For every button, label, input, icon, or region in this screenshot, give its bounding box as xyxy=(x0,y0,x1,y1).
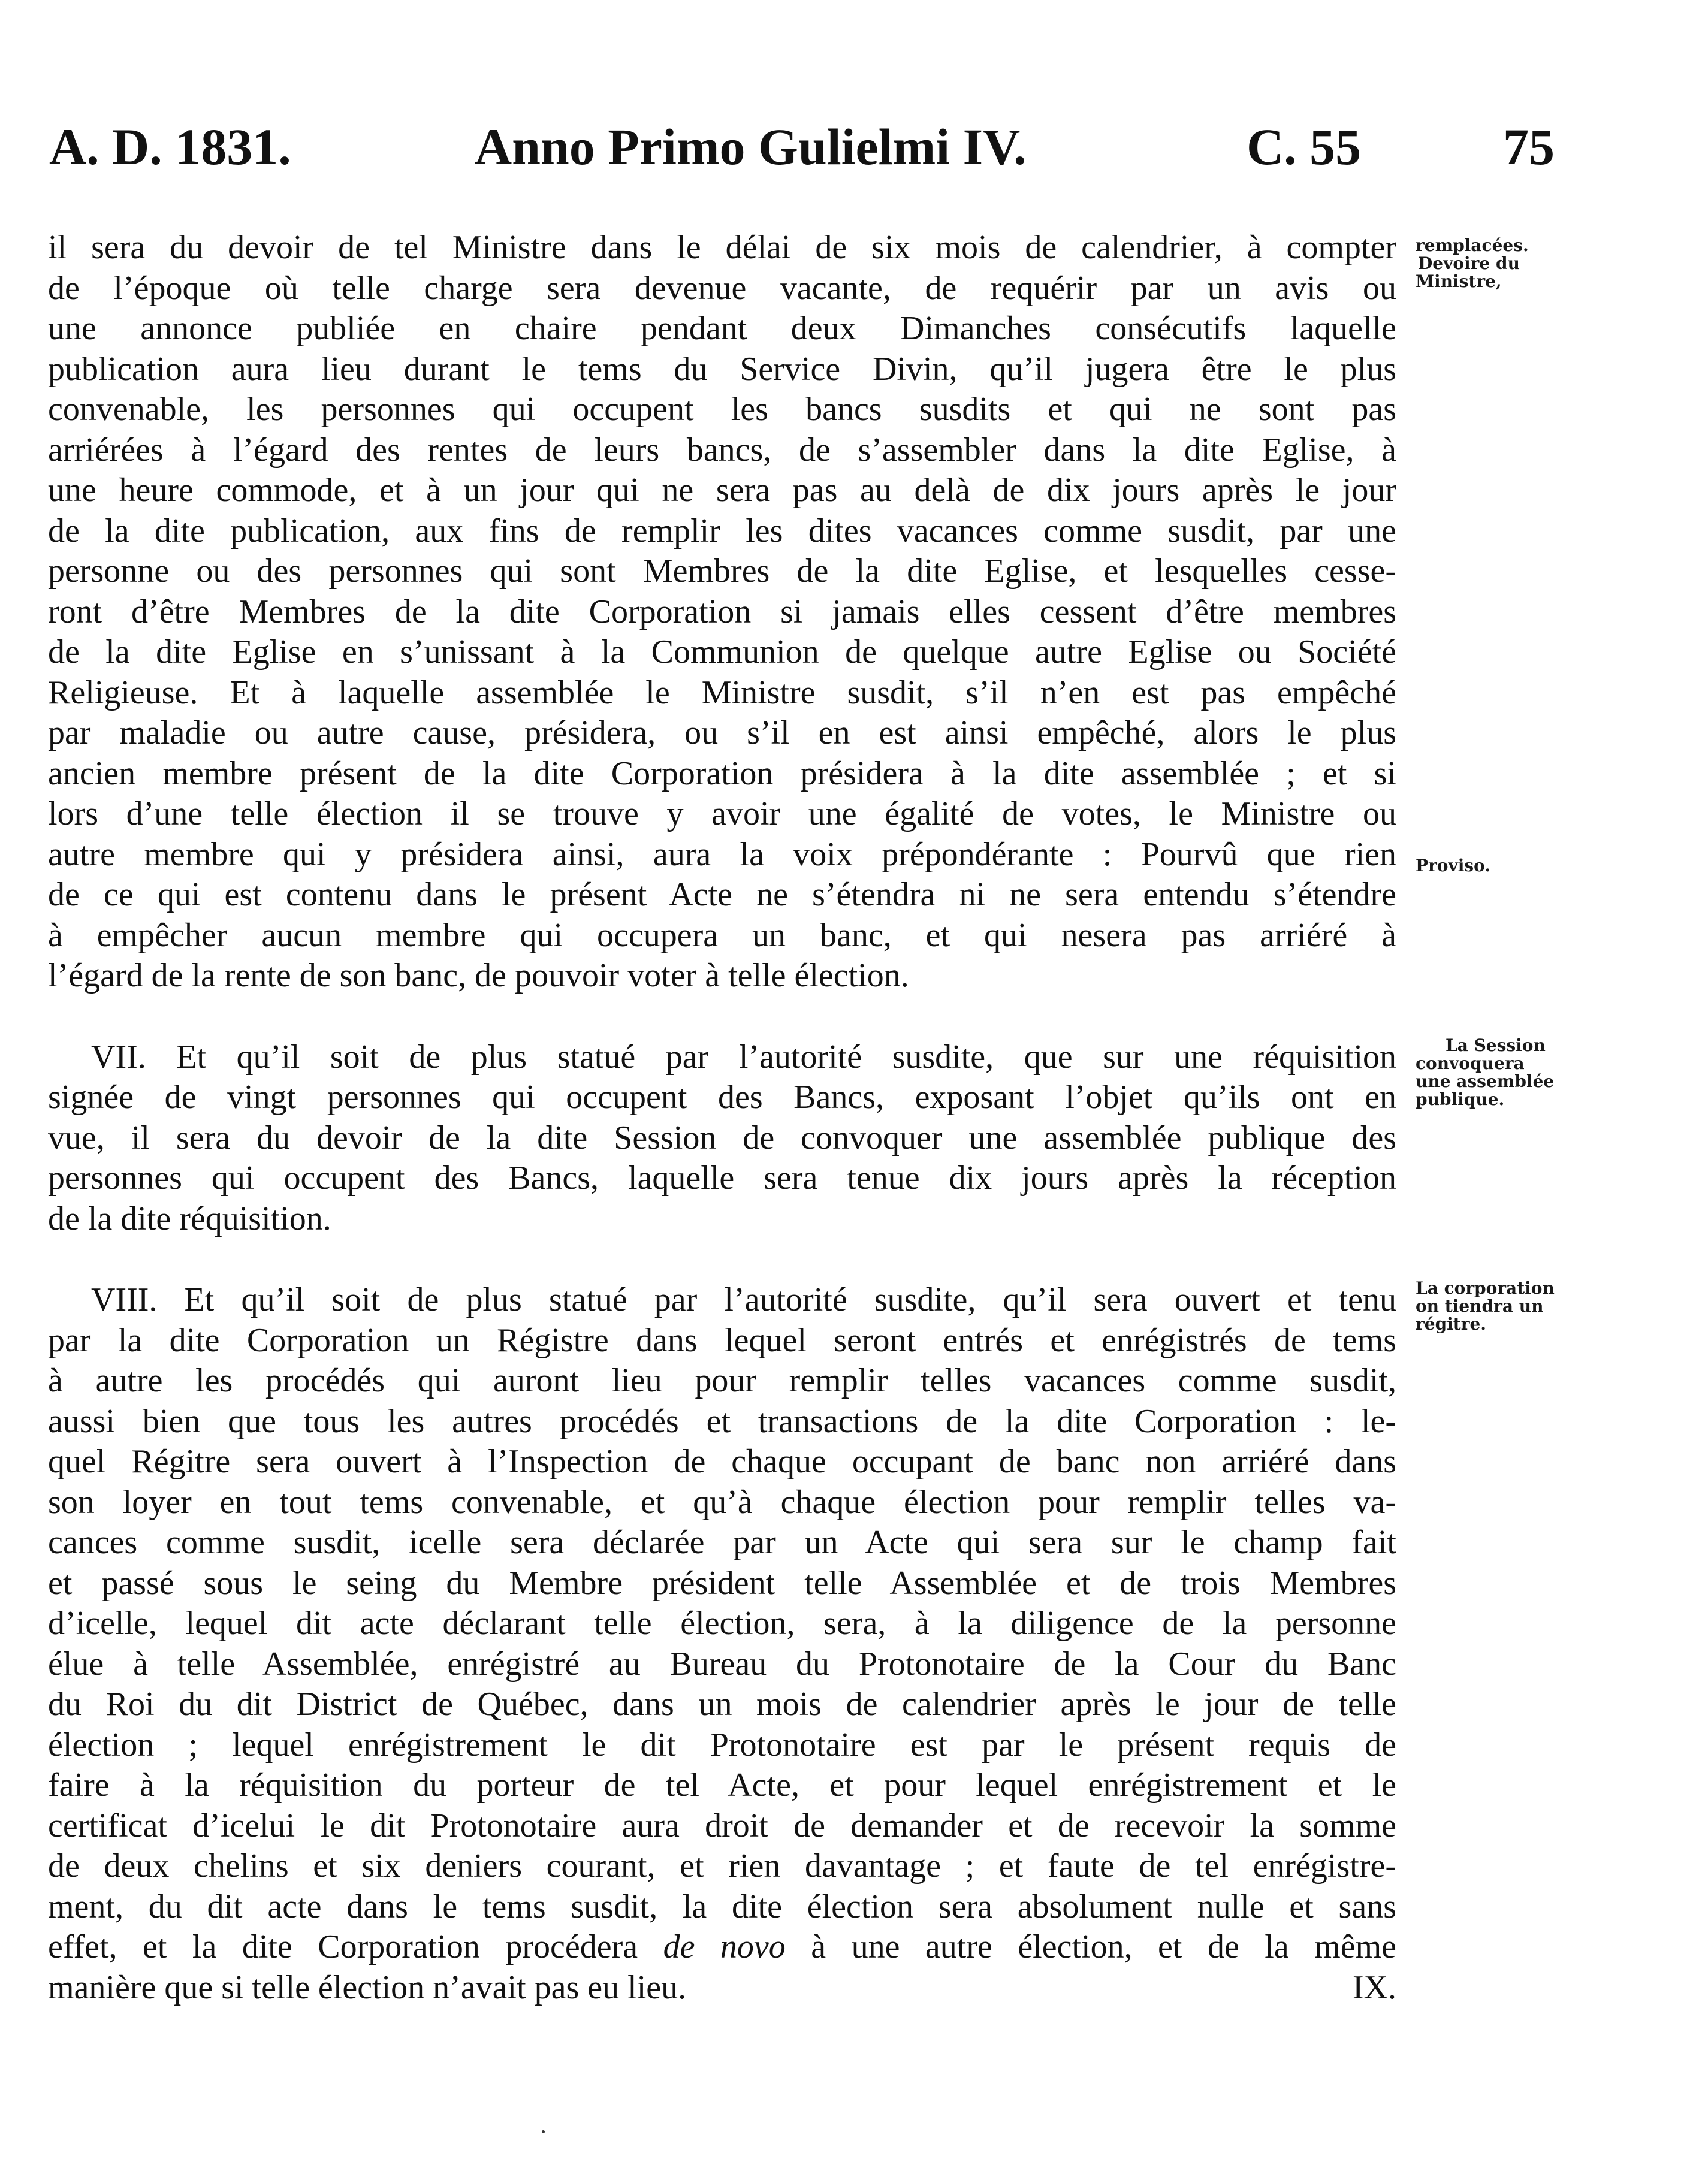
margin-note-proviso xyxy=(1416,857,1595,875)
text-line: quel Régitre sera ouvert à l’Inspection de chaque occupant de banc non arriéré dans xyxy=(48,1443,1396,1480)
catchword: IX. xyxy=(1352,1968,1396,2006)
text-line: ront d’être Membres de la dite Corporation si jamais elles cessent d’être membres xyxy=(48,593,1396,630)
text-line: ment, du dit acte dans le tems susdit, la dite élection sera absolument nulle et sans xyxy=(48,1888,1396,1925)
text-line: certificat d’icelui le dit Protonotaire aura droit de demander et de recevoir la somme xyxy=(48,1807,1396,1844)
text-line: effet, et la dite Corporation procédera de novo à une autre élection, et de la même xyxy=(48,1928,1396,1965)
running-header xyxy=(0,114,1708,180)
margin-note-line: Ministre, xyxy=(1416,271,1502,291)
text-line: élue à telle Assemblée, enrégistré au Bureau du Protonotaire de la Cour du Banc xyxy=(48,1645,1396,1683)
text-line: de la dite Eglise en s’unissant à la Communion de quelque autre Eglise ou Société xyxy=(48,633,1396,671)
text-line: personne ou des personnes qui sont Membres de la dite Eglise, et lesquelles cesse- xyxy=(48,552,1396,590)
margin-note-remplacees xyxy=(1416,237,1595,291)
text-line: de l’époque où telle charge sera devenue vacante, de requérir par un avis ou xyxy=(48,269,1396,307)
text-line: une annonce publiée en chaire pendant deux Dimanches consécutifs laquelle xyxy=(48,310,1396,347)
header-title: Anno Primo Gulielmi IV. xyxy=(475,118,1027,176)
header-year: A. D. 1831. xyxy=(49,118,291,176)
text-line: de la dite publication, aux fins de remplir les dites vacances comme susdit, par une xyxy=(48,512,1396,549)
margin-note-line: publique. xyxy=(1416,1089,1505,1109)
text-line: élection ; lequel enrégistrement le dit Protonotaire est par le présent requis de xyxy=(48,1726,1396,1764)
margin-note-line: convoquera xyxy=(1416,1053,1525,1073)
margin-note-line: La corporation xyxy=(1416,1278,1555,1298)
text-line: VIII. Et qu’il soit de plus statué par l’autorité susdite, qu’il sera ouvert et tenu xyxy=(91,1281,1396,1318)
text-line: par la dite Corporation un Régistre dans lequel seront entrés et enrégistrés de tems xyxy=(48,1321,1396,1359)
text-line: signée de vingt personnes qui occupent des Bancs, exposant l’objet qu’ils ont en xyxy=(48,1079,1396,1116)
text-line: arriérées à l’égard des rentes de leurs bancs, de s’assembler dans la dite Eglise, à xyxy=(48,431,1396,469)
main-text xyxy=(48,228,1396,2008)
text-line: du Roi du dit District de Québec, dans un mois de calendrier après le jour de telle xyxy=(48,1686,1396,1723)
text-line: de ce qui est contenu dans le présent Acte ne s’étendra ni ne sera entendu s’étendre xyxy=(48,876,1396,913)
text-line: faire à la réquisition du porteur de tel Acte, et pour lequel enrégistrement et le xyxy=(48,1767,1396,1804)
text-line: de la dite réquisition. xyxy=(48,1200,331,1237)
text-line: ancien membre présent de la dite Corporation présidera à la dite assemblée ; et si xyxy=(48,754,1396,792)
margin-note-corporation xyxy=(1416,1279,1595,1333)
text-line: vue, il sera du devoir de la dite Session de convoquer une assemblée publique des xyxy=(48,1119,1396,1157)
text-line: de deux chelins et six deniers courant, et rien davantage ; et faute de tel enrégistre- xyxy=(48,1847,1396,1885)
text-line: personnes qui occupent des Bancs, laquelle sera tenue dix jours après la réception xyxy=(48,1160,1396,1197)
text-line: cances comme susdit, icelle sera déclarée par un Acte qui sera sur le champ fait xyxy=(48,1524,1396,1561)
margin-note-line: Devoire du xyxy=(1418,253,1520,273)
text-line: son loyer en tout tems convenable, et qu’à chaque élection pour remplir telles va- xyxy=(48,1483,1396,1521)
text-line: autre membre qui y présidera ainsi, aura la voix prépondérante : Pourvû que rien xyxy=(48,835,1396,873)
text-line: convenable, les personnes qui occupent les bancs susdits et qui ne sont pas xyxy=(48,391,1396,428)
text-line: par maladie ou autre cause, présidera, ou s’il en est ainsi empêché, alors le plus xyxy=(48,714,1396,751)
margin-note-line: on tiendra un xyxy=(1416,1296,1544,1316)
paragraph-section-viii xyxy=(48,1280,1396,2008)
paragraph-section-vii xyxy=(48,1037,1396,1240)
margin-note-line: une assemblée xyxy=(1416,1071,1555,1091)
text-line: une heure commode, et à un jour qui ne sera pas au delà de dix jours après le jour xyxy=(48,472,1396,509)
text-line-with-catchword xyxy=(48,1968,1396,2009)
text-line: publication aura lieu durant le tems du Service Divin, qu’il jugera être le plus xyxy=(48,350,1396,388)
italic-phrase: de novo xyxy=(663,1928,786,1965)
header-page-number: 75 xyxy=(1503,118,1555,176)
text-line: lors d’une telle élection il se trouve y avoir une égalité de votes, le Ministre ou xyxy=(48,795,1396,832)
stray-mark xyxy=(542,2130,545,2133)
margin-note-line: régitre. xyxy=(1416,1314,1487,1334)
margin-note-session xyxy=(1416,1037,1595,1109)
text-line: il sera du devoir de tel Ministre dans le délai de six mois de calendrier, à compter xyxy=(48,229,1396,266)
margin-note-line: remplacées. xyxy=(1416,235,1529,255)
paragraph-continuation xyxy=(48,228,1396,997)
text-line: manière que si telle élection n’avait pas eu lieu. xyxy=(48,1968,687,2006)
text-line: aussi bien que tous les autres procédés et transactions de la dite Corporation : le- xyxy=(48,1402,1396,1440)
text-line: à empêcher aucun membre qui occupera un banc, et qui nesera pas arriéré à xyxy=(48,916,1396,954)
text-line: l’égard de la rente de son banc, de pouvoir voter à telle élection. xyxy=(48,957,909,994)
margin-note-line: La Session xyxy=(1446,1035,1546,1055)
text-line: et passé sous le seing du Membre président telle Assemblée et de trois Membres xyxy=(48,1564,1396,1602)
text-line: Religieuse. Et à laquelle assemblée le Ministre susdit, s’il n’en est pas empêché xyxy=(48,674,1396,711)
text-line: à autre les procédés qui auront lieu pour remplir telles vacances comme susdit, xyxy=(48,1362,1396,1399)
header-chapter: C. 55 xyxy=(1247,118,1362,176)
text-line: d’icelle, lequel dit acte déclarant telle élection, sera, à la diligence de la personne xyxy=(48,1605,1396,1642)
text-line: VII. Et qu’il soit de plus statué par l’autorité susdite, que sur une réquisition xyxy=(91,1038,1396,1076)
margin-note-line: Proviso. xyxy=(1416,856,1491,875)
